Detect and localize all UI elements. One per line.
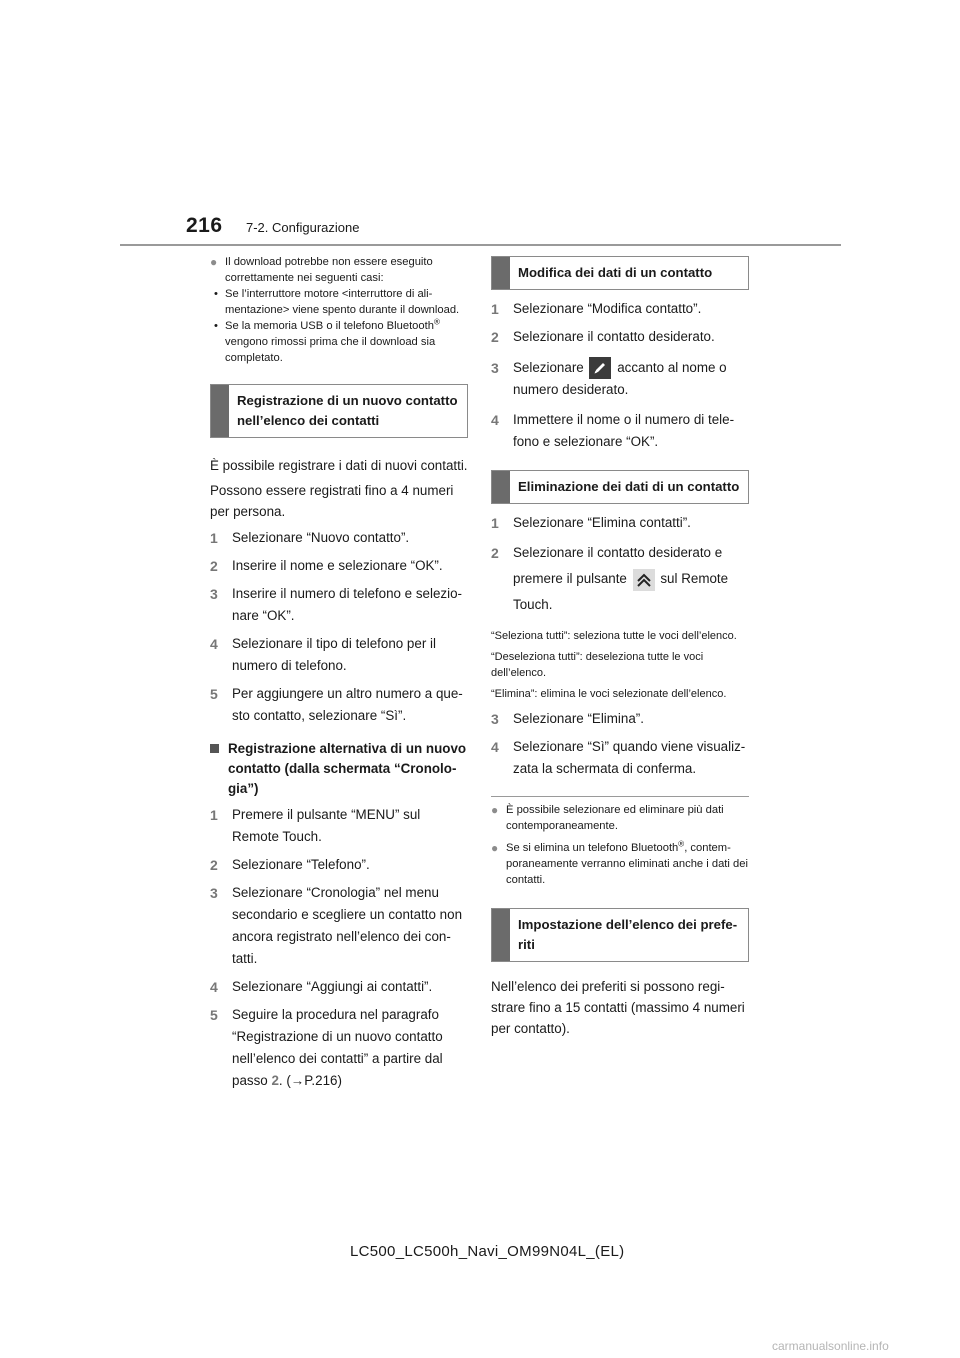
bluetooth-delete-note: ● Se si elimina un telefono Bluetooth®, contem-poraneamente verranno eliminati anche i dati dei contatti. (491, 839, 748, 887)
alt-step-5: 5 Seguire la procedura nel paragrafo “Registrazione di un nuovo contatto nell’elenco dei contatti” a partire dal passo 2. (→P.216) (210, 1007, 443, 1088)
section-title: 7-2. Configurazione (246, 220, 360, 235)
double-chevron-up-icon[interactable] (633, 569, 655, 591)
edit-step-2: 2 Selezionare il contatto desiderato. (491, 329, 715, 345)
delete-step-3: 3 Selezionare “Elimina”. (491, 711, 644, 728)
alt-step-2: 2 Selezionare “Telefono”. (210, 857, 370, 873)
dot-icon: • (214, 320, 218, 332)
box-bar (492, 257, 510, 289)
document-id: LC500_LC500h_Navi_OM99N04L_(EL) (350, 1243, 625, 1260)
alt-step-4: 4 Selezionare “Aggiungi ai contatti”. (210, 979, 433, 995)
select-all-note: “Seleziona tutti”: seleziona tutte le voci dell’elenco. (491, 630, 737, 643)
multi-delete-note: ● È possibile selezionare ed eliminare più dati contemporaneamente. (491, 803, 724, 833)
download-note (210, 254, 468, 366)
bullet-icon: ● (491, 841, 499, 856)
bullet-icon: ● (491, 803, 499, 818)
alt-registration-heading: Registrazione alternativa di un nuovo contatto (dalla schermata “Cronolo-gia”) (210, 739, 468, 799)
box-bar (492, 909, 510, 961)
edit-step-1: 1 Selezionare “Modifica contatto”. (491, 301, 702, 317)
delete-step-4: 4 Selezionare “Sì” quando viene visualiz-zata la schermata di conferma. (491, 739, 746, 777)
box-delete-contact (491, 470, 749, 504)
box-title: Modifica dei dati di un contatto (518, 265, 713, 280)
note-main: Il download potrebbe non essere eseguito correttamente nei seguenti casi: (225, 256, 433, 284)
register-step-1: 1 Selezionare “Nuovo contatto”. (210, 530, 410, 546)
header-rule (120, 244, 841, 246)
box-title: Impostazione dell’elenco dei prefe-riti (518, 917, 738, 953)
delete-note: “Elimina”: elimina le voci selezionate dell’elenco. (491, 688, 727, 701)
square-bullet-icon (210, 744, 219, 753)
box-favorites (491, 908, 749, 962)
delete-step-1: 1 Selezionare “Elimina contatti”. (491, 515, 691, 532)
box-edit-contact (491, 256, 749, 290)
register-step-4: 4 Selezionare il tipo di telefono per il numero di telefono. (210, 636, 436, 673)
intro-text-2: Possono essere registrati fino a 4 numeri per persona. (210, 483, 454, 519)
box-title: Registrazione di un nuovo contatto nell’elenco dei contatti (237, 393, 458, 428)
box-title: Eliminazione dei dati di un contatto (518, 479, 740, 495)
pencil-icon[interactable] (589, 357, 611, 379)
deselect-all-note: “Deseleziona tutti”: deseleziona tutte le voci dell’elenco. (491, 651, 704, 680)
box-bar (211, 385, 229, 437)
right-column (491, 256, 749, 1039)
page-number: 216 (186, 214, 223, 237)
note-sub-2: • Se la memoria USB o il telefono Bluetooth® vengono rimossi prima che il download sia completato. (214, 317, 440, 364)
left-column (210, 254, 468, 1092)
register-step-5: 5 Per aggiungere un altro numero a que-sto contatto, selezionare “Sì”. (210, 686, 463, 723)
note-sub-1: • Se l’interruttore motore <interruttore di ali-mentazione> viene spento durante il download. (214, 288, 460, 316)
box-register-contact (210, 384, 468, 438)
register-step-2: 2 Inserire il nome e selezionare “OK”. (210, 558, 443, 574)
step-reference: 2 (271, 1073, 279, 1088)
intro-text-1: È possibile registrare i dati di nuovi contatti. (210, 458, 468, 473)
watermark: carmanualsonline.info (772, 1339, 889, 1353)
delete-step-2: 2 Selezionare il contatto desiderato e premere il pulsante sul Remote Touch. (491, 545, 729, 613)
register-step-3: 3 Inserire il numero di telefono e selezio-nare “OK”. (210, 586, 462, 623)
favorites-text: Nell’elenco dei preferiti si possono regi-strare fino a 15 contatti (massimo 4 numeri per contatto). (491, 979, 745, 1037)
page-reference-link[interactable]: . (→P.216) (278, 1073, 342, 1088)
dot-icon: • (214, 288, 218, 300)
bullet-icon: ● (210, 255, 218, 269)
edit-step-3: 3 Selezionare accanto al nome o numero desiderato. (491, 357, 749, 401)
alt-step-1: 1 Premere il pulsante “MENU” sul Remote Touch. (210, 807, 421, 844)
notes-divider (491, 796, 749, 797)
alt-step-3: 3 Selezionare “Cronologia” nel menu secondario e scegliere un contatto non ancora registrato nell’elenco dei con-tatti. (210, 885, 463, 966)
box-bar (492, 471, 510, 503)
edit-step-4: 4 Immettere il nome o il numero di tele-fono e selezionare “OK”. (491, 412, 735, 450)
